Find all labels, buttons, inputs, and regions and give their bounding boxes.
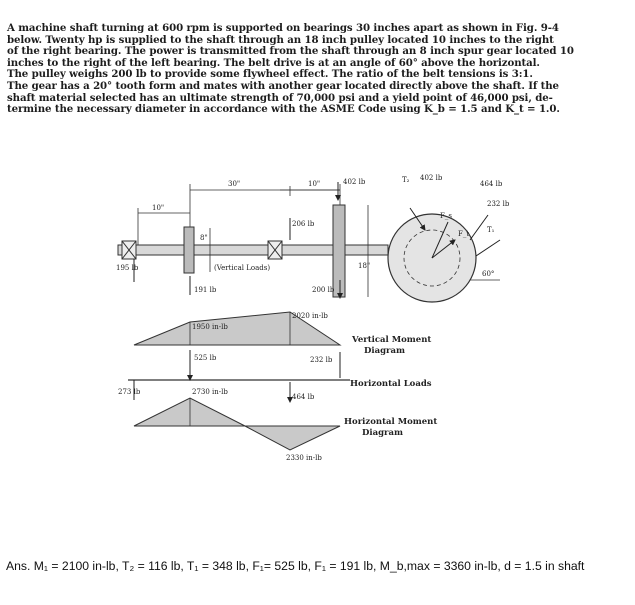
problem-line: The gear has a 20° tooth form and mates with another gear located directly above the shaft. If the	[7, 79, 559, 92]
vertical-moment-title-2: Diagram	[364, 346, 406, 356]
dim-18-label: 18"	[358, 262, 371, 270]
pulley	[333, 205, 345, 297]
load-200-label: 200 lb	[312, 286, 335, 294]
problem-line: of the right bearing. The power is transmitted from the shaft through an 8 inch spur gear located 10	[7, 45, 574, 58]
horizontal-moment-title-1: Horizontal Moment	[344, 417, 438, 427]
problem-line: below. Twenty hp is supplied to the shaft through an 18 inch pulley located 10 inches to the right	[7, 33, 554, 46]
load-402-label: 402 lb	[343, 178, 366, 186]
shaft	[118, 245, 388, 255]
pulley-60-label: 60°	[482, 270, 495, 278]
dim-30-label: 30"	[228, 180, 241, 188]
moment-2730-label: 2730 in-lb	[192, 388, 228, 396]
horizontal-moment-area-bottom	[245, 426, 340, 450]
pulley-402-label: 402 lb	[420, 174, 443, 182]
problem-line: shaft material selected has an ultimate strength of 70,000 psi and a yield point of 46,000 psi, de-	[7, 91, 553, 104]
load-232-label: 232 lb	[310, 356, 333, 364]
gear-Fs-label: F_s	[440, 212, 452, 220]
load-464-label: 464 lb	[292, 393, 315, 401]
reaction-195-label: 195 lb	[116, 264, 139, 272]
dim-8-label: 8"	[200, 234, 208, 242]
moment-2020-label: 2020 in-lb	[292, 312, 328, 320]
pulley-T1-label: T₁	[487, 226, 495, 234]
gear-Ft-label: F_t	[458, 230, 470, 238]
moment-2330-label: 2330 in-lb	[286, 454, 322, 462]
load-206-label: 206 lb	[292, 220, 315, 228]
problem-line: The pulley weighs 200 lb to provide some flywheel effect. The ratio of the belt tensions is 3:1.	[7, 68, 533, 81]
problem-line: A machine shaft turning at 600 rpm is supported on bearings 30 inches apart as shown in Fig. 9-4	[7, 22, 559, 34]
gear	[184, 227, 194, 273]
horizontal-loads-title: Horizontal Loads	[350, 379, 432, 389]
pulley-232-label: 232 lb	[487, 200, 510, 208]
horizontal-moment-title-2: Diagram	[362, 428, 404, 438]
moment-1950-label: 1950 in-lb	[192, 323, 228, 331]
load-525-label: 525 lb	[194, 354, 217, 362]
problem-line: termine the necessary diameter in accordance with the ASME Code using K_b = 1.5 and K_t = 1.0.	[7, 103, 560, 116]
problem-line: inches to the right of the left bearing. The belt drive is at an angle of 60° above the horizontal.	[7, 56, 540, 69]
reaction-273-label: 273 lb	[118, 388, 141, 396]
horizontal-moment-area-top	[134, 398, 245, 426]
dim-10-right-label: 10"	[308, 180, 321, 188]
dim-10-left-label: 10"	[152, 204, 165, 212]
pulley-464-label: 464 lb	[480, 180, 503, 188]
answer-line: Ans. M₁ = 2100 in-lb, T₂ = 116 lb, T₁ = 348 lb, F₁= 525 lb, F₁ = 191 lb, M_b,max = 3360 in-lb, d = 1.5 in shaft	[6, 559, 585, 573]
vertical-moment-title-1: Vertical Moment	[352, 335, 432, 345]
pulley-T2-label: T₂	[402, 176, 410, 184]
vertical-loads-label: (Vertical Loads)	[214, 264, 271, 272]
reaction-191-label: 191 lb	[194, 286, 217, 294]
